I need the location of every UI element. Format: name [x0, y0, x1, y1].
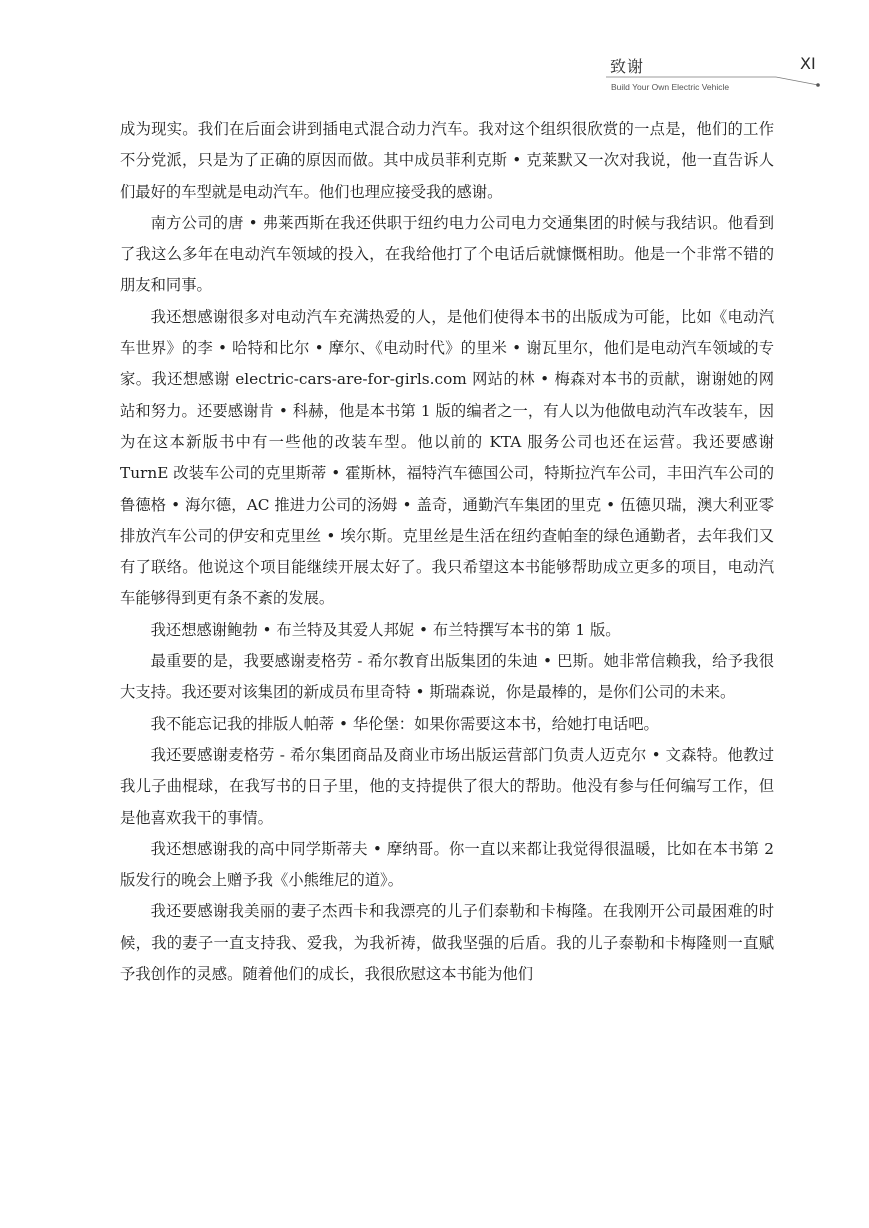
- paragraph: 我还想感谢我的高中同学斯蒂夫 • 摩纳哥。你一直以来都让我觉得很温暖，比如在本书第 2 版发行的晚会上赠予我《小熊维尼的道》。: [120, 839, 774, 890]
- paragraph: 南方公司的唐 • 弗莱西斯在我还供职于纽约电力公司电力交通集团的时候与我结识。他看到了我这么多年在电动汽车领域的投入，在我给他打了个电话后就慷慨相助。他是一个非常不错的朋友和同事。: [120, 213, 774, 295]
- paragraph: 我还想感谢鲍勃 • 布兰特及其爱人邦妮 • 布兰特撰写本书的第 1 版。: [150, 620, 621, 639]
- paragraph: 成为现实。我们在后面会讲到插电式混合动力汽车。我对这个组织很欣赏的一点是，他们的工作不分党派，只是为了正确的原因而做。其中成员菲利克斯 • 克莱默又一次对我说，他一直告诉人们最好的车型就是电动汽车。他们也理应接受我的感谢。: [120, 120, 774, 201]
- paragraph: 我还想感谢很多对电动汽车充满热爱的人，是他们使得本书的出版成为可能，比如《电动汽车世界》的李 • 哈特和比尔 • 摩尔、《电动时代》的里米 • 谢瓦里尔，他们是电动汽车领域的专家。我还想感谢 electric-cars-are-for-girls.com 网站的林 • 梅森对本书的贡献，谢谢她的网站和努力。还要感谢肯 • 科赫，他是本书第 1 版的编者之一，有人以为他做电动汽车改装车，因为在这本新版书中有一些他的改装车型。他以前的 KTA 服务公司也还在运营。我还要感谢 TurnE 改装车公司的克里斯蒂 • 霍斯林，福特汽车德国公司，特斯拉汽车公司，丰田汽车公司的鲁德格 • 海尔德，AC 推进力公司的汤姆 • 盖奇，通勤汽车集团的里克 • 伍德贝瑞，澳大利亚零排放汽车公司的伊安和克里丝 • 埃尔斯。克里丝是生活在纽约查帕奎的绿色通勤者，去年我们又有了联络。他说这个项目能继续开展太好了。我只希望这本书能够帮助成立更多的项目，电动汽车能够得到更有条不紊的发展。: [120, 307, 774, 608]
- book-title: Build Your Own Electric Vehicle: [611, 82, 730, 92]
- paragraph: 最重要的是，我要感谢麦格劳 - 希尔教育出版集团的朱迪 • 巴斯。她非常信赖我，给予我很大支持。我还要对该集团的新成员布里奇特 • 斯瑞森说，你是最棒的，是你们公司的未来。: [120, 652, 774, 702]
- chapter-title: 致谢: [610, 57, 645, 76]
- paragraph: 我还要感谢麦格劳 - 希尔集团商品及商业市场出版运营部门负责人迈克尔 • 文森特。他教过我儿子曲棍球，在我写书的日子里，他的支持提供了很大的帮助。他没有参与任何编写工作，但是他喜欢我干的事情。: [120, 745, 774, 827]
- running-header: [0, 0, 869, 100]
- page-number: XI: [800, 54, 816, 73]
- paragraph: 我还要感谢我美丽的妻子杰西卡和我漂亮的儿子们泰勒和卡梅隆。在我刚开公司最困难的时候，我的妻子一直支持我、爱我，为我祈祷，做我坚强的后盾。我的儿子泰勒和卡梅隆则一直赋予我创作的灵感。随着他们的成长，我很欣慰这本书能为他们: [120, 902, 774, 984]
- body-text: [120, 114, 774, 990]
- paragraph: 我不能忘记我的排版人帕蒂 • 华伦堡：如果你需要这本书，给她打电话吧。: [150, 714, 659, 733]
